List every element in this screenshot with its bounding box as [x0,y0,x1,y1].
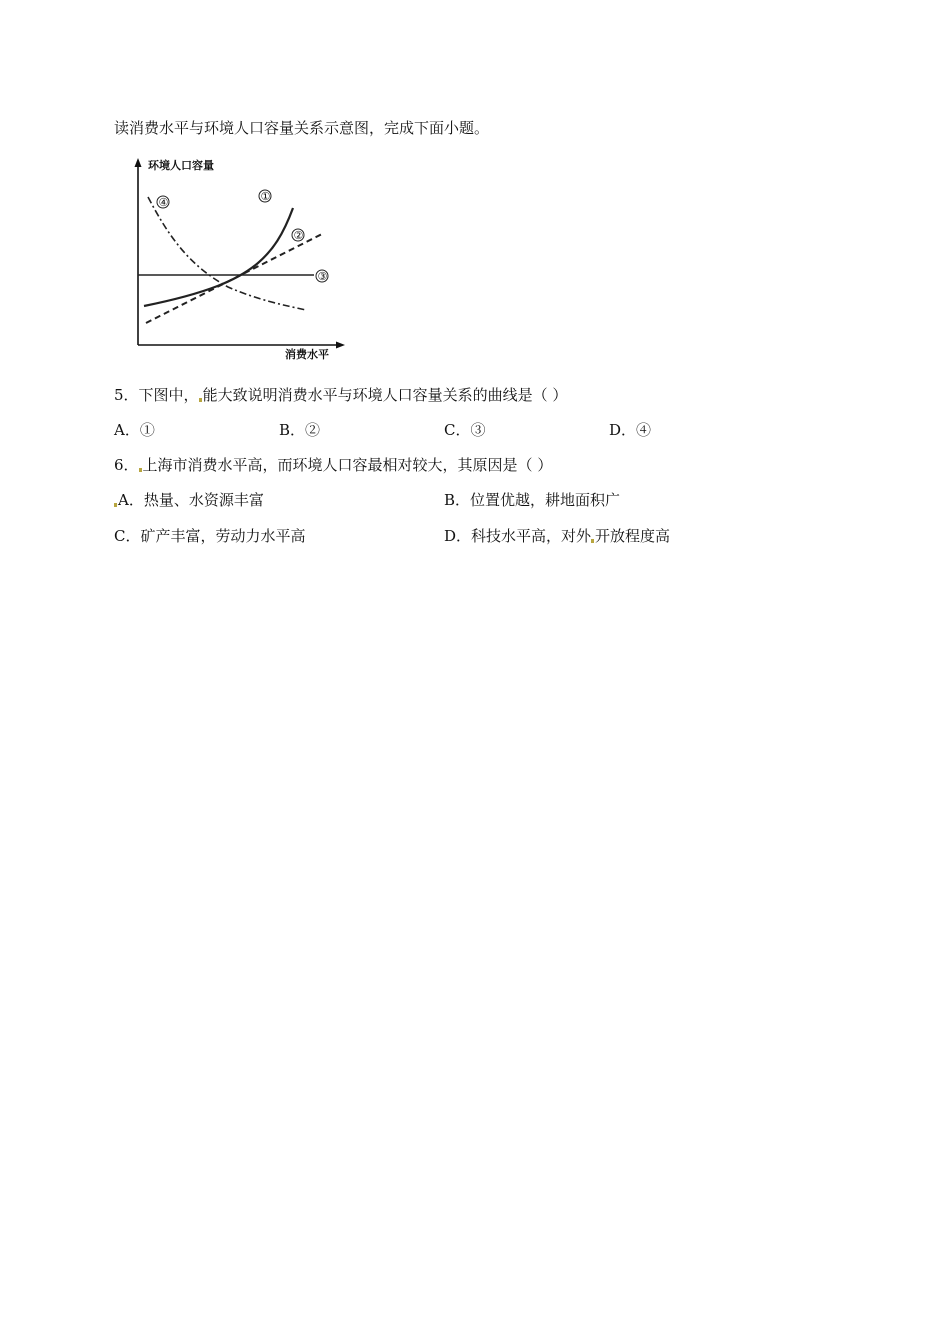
option-text: 热量、水资源丰富 [143,491,264,509]
svg-text:③: ③ [317,270,328,283]
y-axis-arrow [135,158,142,167]
curve-label-3 [316,270,328,283]
intro-text: 读消费水平与环境人口容量关系示意图，完成下面小题。 [114,119,490,137]
option-letter: C． [444,421,471,439]
curve-1 [144,208,293,306]
question-stem-part: 能大致说明消费水平与环境人口容量关系的曲线是（ ） [202,386,568,404]
option-letter: B． [444,491,471,509]
x-axis-arrow [336,342,345,349]
q6-option-a[interactable] [114,490,264,510]
option-text: ① [139,421,155,439]
figure-svg [128,155,348,365]
option-text: 科技水平高，对外 [471,527,592,545]
option-letter: D． [609,421,637,439]
option-letter: C． [114,527,141,545]
curve-label-1 [259,190,271,203]
option-letter: D． [444,527,472,545]
option-text: ③ [470,421,486,439]
q5-option-b[interactable] [279,420,320,440]
option-letter: A． [118,491,144,509]
svg-text:②: ② [293,229,304,242]
option-text-continued: 开放程度高 [595,527,671,545]
x-axis-label: 消费水平 [285,348,329,361]
question-6-stem [114,455,552,475]
option-letter: A． [114,421,140,439]
scan-mark [114,503,117,507]
question-number: 6． [114,456,139,474]
y-axis-label: 环境人口容量 [148,159,214,172]
scan-mark [199,398,202,402]
q6-option-c[interactable] [114,526,306,546]
q5-option-a[interactable] [114,420,155,440]
scan-mark [591,539,594,543]
svg-text:①: ① [260,190,271,203]
svg-text:④: ④ [158,196,169,209]
option-text: ② [305,421,321,439]
q5-option-c[interactable] [444,420,486,440]
question-stem: 上海市消费水平高，而环境人口容最相对较大，其原因是（ ） [142,456,553,474]
question-5-stem [114,385,567,405]
option-letter: B． [279,421,306,439]
question-number: 5． [114,386,139,404]
q6-option-d[interactable] [444,526,670,546]
question-stem-part: 下图中， [138,386,199,404]
option-text: ④ [636,421,652,439]
curve-label-4 [157,196,169,209]
q5-option-d[interactable] [609,420,651,440]
consumption-capacity-figure [128,155,348,365]
option-text: 矿产丰富，劳动力水平高 [140,527,306,545]
curve-label-2 [292,229,304,242]
scan-mark [139,468,142,472]
q6-option-b[interactable] [444,490,620,510]
option-text: 位置优越，耕地面积广 [470,491,621,509]
